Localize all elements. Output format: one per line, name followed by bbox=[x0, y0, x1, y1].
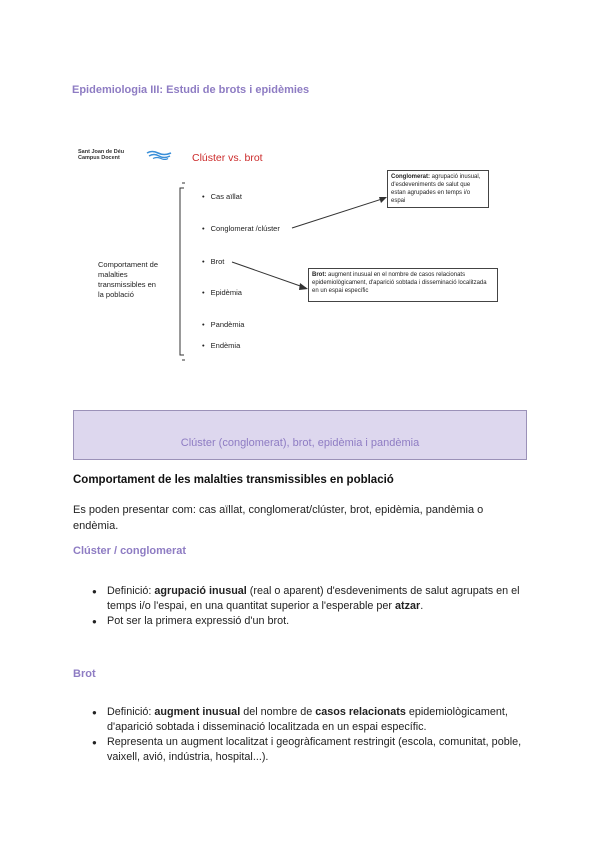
bullet-prefix: Definició: bbox=[107, 706, 155, 718]
bullet-prefix: Definició: bbox=[107, 585, 155, 597]
cluster-second-bullet: ● Pot ser la primera expressió d'un brot. bbox=[92, 614, 527, 629]
bullet-text-end: epidemiològicament, d'aparició sobtada i disseminació localitzada en un espai específic. bbox=[107, 706, 508, 733]
side-label-line: la població bbox=[98, 290, 134, 299]
document-title: Epidemiologia III: Estudi de brots i epidèmies bbox=[72, 84, 310, 96]
arrowhead-conglomerat bbox=[379, 197, 387, 203]
brot-bullet-list bbox=[92, 705, 527, 765]
side-label-line: malalties bbox=[98, 270, 128, 279]
brot-heading: Brot bbox=[73, 668, 96, 680]
bullet-text: (real o aparent) d'esdeveniments de salut agrupats en el temps i/o l'espai, en una quantitat superior a l'esperable per bbox=[107, 585, 520, 612]
banner-title: Clúster (conglomerat), brot, epidèmia i pandèmia bbox=[180, 437, 420, 449]
list-item-pandemia: • Pandèmia bbox=[202, 320, 244, 329]
logo-line-1: Sant Joan de Déu bbox=[78, 149, 125, 155]
section-banner bbox=[73, 410, 527, 460]
cluster-vs-brot-diagram bbox=[74, 140, 534, 375]
side-label-line: Comportament de bbox=[98, 260, 159, 269]
callout-conglomerat-term: Conglomerat: bbox=[391, 174, 430, 180]
bullet-bold-term: agrupació inusual bbox=[154, 585, 247, 597]
bullet-bold-term: atzar bbox=[395, 600, 421, 612]
list-item-epidemia: • Epidèmia bbox=[202, 288, 242, 297]
grouping-bracket bbox=[180, 188, 184, 355]
callout-brot-text: augment inusual en el nombre de casos relacionats epidemiològicament, d'aparició sobtada i disseminació localitzada en un espai específic bbox=[312, 272, 487, 294]
callout-brot-term: Brot: bbox=[312, 272, 327, 278]
diagram-title: Clúster vs. brot bbox=[192, 152, 263, 164]
arrowhead-brot bbox=[299, 283, 308, 290]
section-heading: Comportament de les malalties transmissibles en població bbox=[73, 474, 394, 486]
callout-conglomerat bbox=[387, 170, 489, 208]
list-item-brot: • Brot bbox=[202, 257, 224, 266]
cluster-bullet-list bbox=[92, 584, 527, 629]
side-label-line: transmissibles en bbox=[98, 280, 156, 289]
bullet-bold-term: augment inusual bbox=[154, 706, 241, 718]
list-item-endemia: • Endèmia bbox=[202, 341, 240, 350]
list-item-conglomerat: • Conglomerat /clúster bbox=[202, 224, 280, 233]
callout-brot bbox=[308, 268, 498, 302]
bullet-bold-term: casos relacionats bbox=[315, 706, 406, 718]
cluster-heading: Clúster / conglomerat bbox=[73, 545, 187, 557]
bullet-text-end: . bbox=[420, 600, 424, 612]
intro-paragraph: Es poden presentar com: cas aïllat, conglomerat/clúster, brot, epidèmia, pandèmia o endèmia. bbox=[73, 504, 484, 532]
logo-line-2: Campus Docent bbox=[78, 155, 120, 161]
brot-definition-bullet bbox=[92, 705, 527, 735]
arrow-brot bbox=[232, 262, 306, 288]
cluster-definition-bullet bbox=[92, 584, 527, 614]
list-item-cas-aillat: • Cas aïllat bbox=[202, 192, 242, 201]
bullet-text: del nombre de bbox=[240, 706, 316, 718]
brot-second-bullet: ● Representa un augment localitzat i geogràficament restringit (escola, comunitat, poble, vaixell, avió, indústria, hospital...). bbox=[92, 735, 527, 765]
callout-conglomerat-text: agrupació inusual, d'esdeveniments de salut que estan agrupades en temps i/o espai bbox=[391, 174, 481, 204]
arrow-conglomerat bbox=[292, 198, 385, 228]
